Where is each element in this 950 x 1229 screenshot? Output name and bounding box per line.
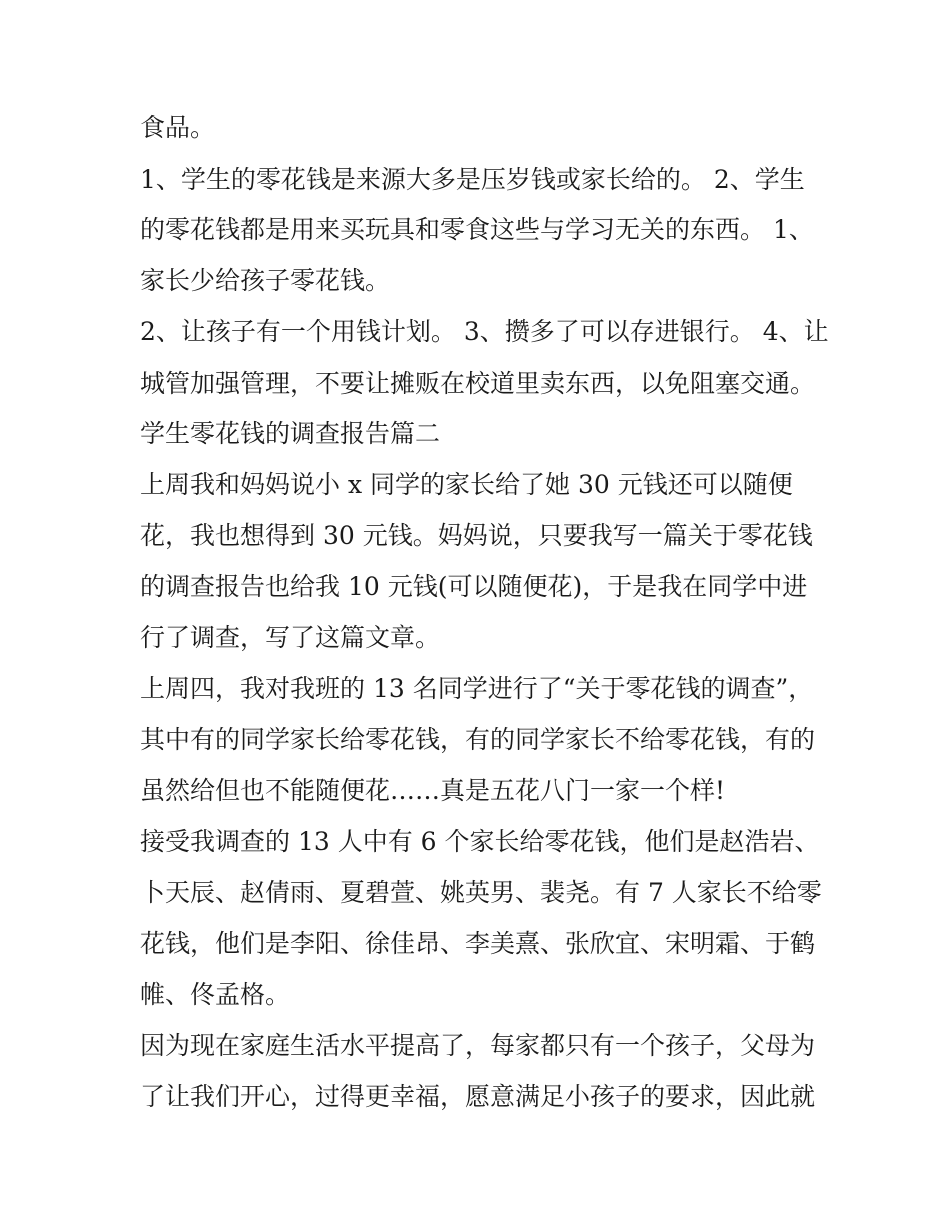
text-line: 花钱，他们是李阳、徐佳昂、李美熹、张欣宜、宋明霜、于鹤 bbox=[140, 929, 816, 958]
text-line: 帷、佟孟格。 bbox=[140, 980, 291, 1009]
text-line: 的零花钱都是用来买玩具和零食这些与学习无关的东西。 1、 bbox=[140, 215, 814, 244]
text-line: 城管加强管理，不要让摊贩在校道里卖东西，以免阻塞交通。 bbox=[140, 369, 816, 398]
text-line: 接受我调查的 13 人中有 6 个家长给零花钱，他们是赵浩岩、 bbox=[140, 827, 820, 856]
text-line: 食品。 bbox=[140, 113, 216, 142]
text-line: 因为现在家庭生活水平提高了，每家都只有一个孩子，父母为 bbox=[140, 1031, 816, 1060]
section-heading: 学生零花钱的调查报告篇二 bbox=[140, 419, 441, 448]
text-line: 卜天辰、赵倩雨、夏碧萱、姚英男、裴尧。有 7 人家长不给零 bbox=[140, 878, 822, 907]
text-line: 2、让孩子有一个用钱计划。 3、攒多了可以存进银行。 4、让 bbox=[140, 317, 829, 346]
text-line: 家长少给孩子零花钱。 bbox=[140, 266, 391, 295]
text-line: 其中有的同学家长给零花钱，有的同学家长不给零花钱，有的 bbox=[140, 725, 816, 754]
text-line: 的调查报告也给我 10 元钱(可以随便花)，于是我在同学中进 bbox=[140, 572, 808, 601]
text-line: 花，我也想得到 30 元钱。妈妈说，只要我写一篇关于零花钱 bbox=[140, 521, 813, 550]
text-line: 1、学生的零花钱是来源大多是压岁钱或家长给的。 2、学生 bbox=[140, 165, 805, 194]
text-line: 上周四，我对我班的 13 名同学进行了“关于零花钱的调查”， bbox=[140, 674, 814, 703]
text-line: 行了调查，写了这篇文章。 bbox=[140, 623, 441, 652]
text-line: 了让我们开心，过得更幸福，愿意满足小孩子的要求，因此就 bbox=[140, 1082, 816, 1111]
text-line: 上周我和妈妈说小 x 同学的家长给了她 30 元钱还可以随便 bbox=[140, 470, 793, 499]
text-line: 虽然给但也不能随便花……真是五花八门一家一个样! bbox=[140, 776, 726, 805]
